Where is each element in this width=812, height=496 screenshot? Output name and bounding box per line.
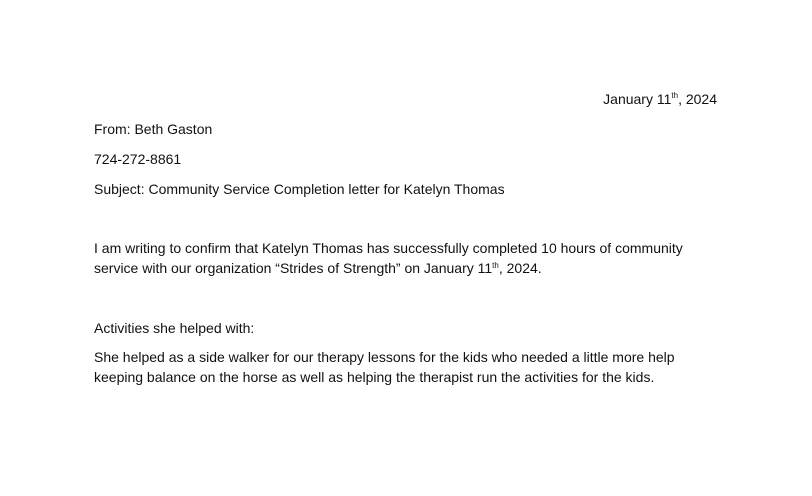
confirmation-year: , 2024. <box>498 259 542 276</box>
confirmation-paragraph <box>94 239 718 278</box>
from-line: From: Beth Gaston <box>94 121 213 137</box>
subject-line: Subject: Community Service Completion letter for Katelyn Thomas <box>94 181 505 197</box>
letter-date <box>603 89 717 109</box>
phone-number: 724-272-8861 <box>94 151 182 167</box>
date-month-day: January 11 <box>603 91 672 107</box>
date-ordinal-suffix: th <box>671 91 679 100</box>
activities-heading: Activities she helped with: <box>94 320 255 336</box>
date-year: , 2024 <box>678 91 717 107</box>
confirmation-text: I am writing to confirm that Katelyn Thomas has successfully completed 10 hours of community service with our organization “Strides of Strength” on January 11 <box>94 240 683 276</box>
confirmation-ordinal-suffix: th <box>492 260 499 270</box>
activities-paragraph: She helped as a side walker for our therapy lessons for the kids who needed a little more help keeping balance on the horse as well as helping the therapist run the activities for the kids. <box>94 349 675 385</box>
